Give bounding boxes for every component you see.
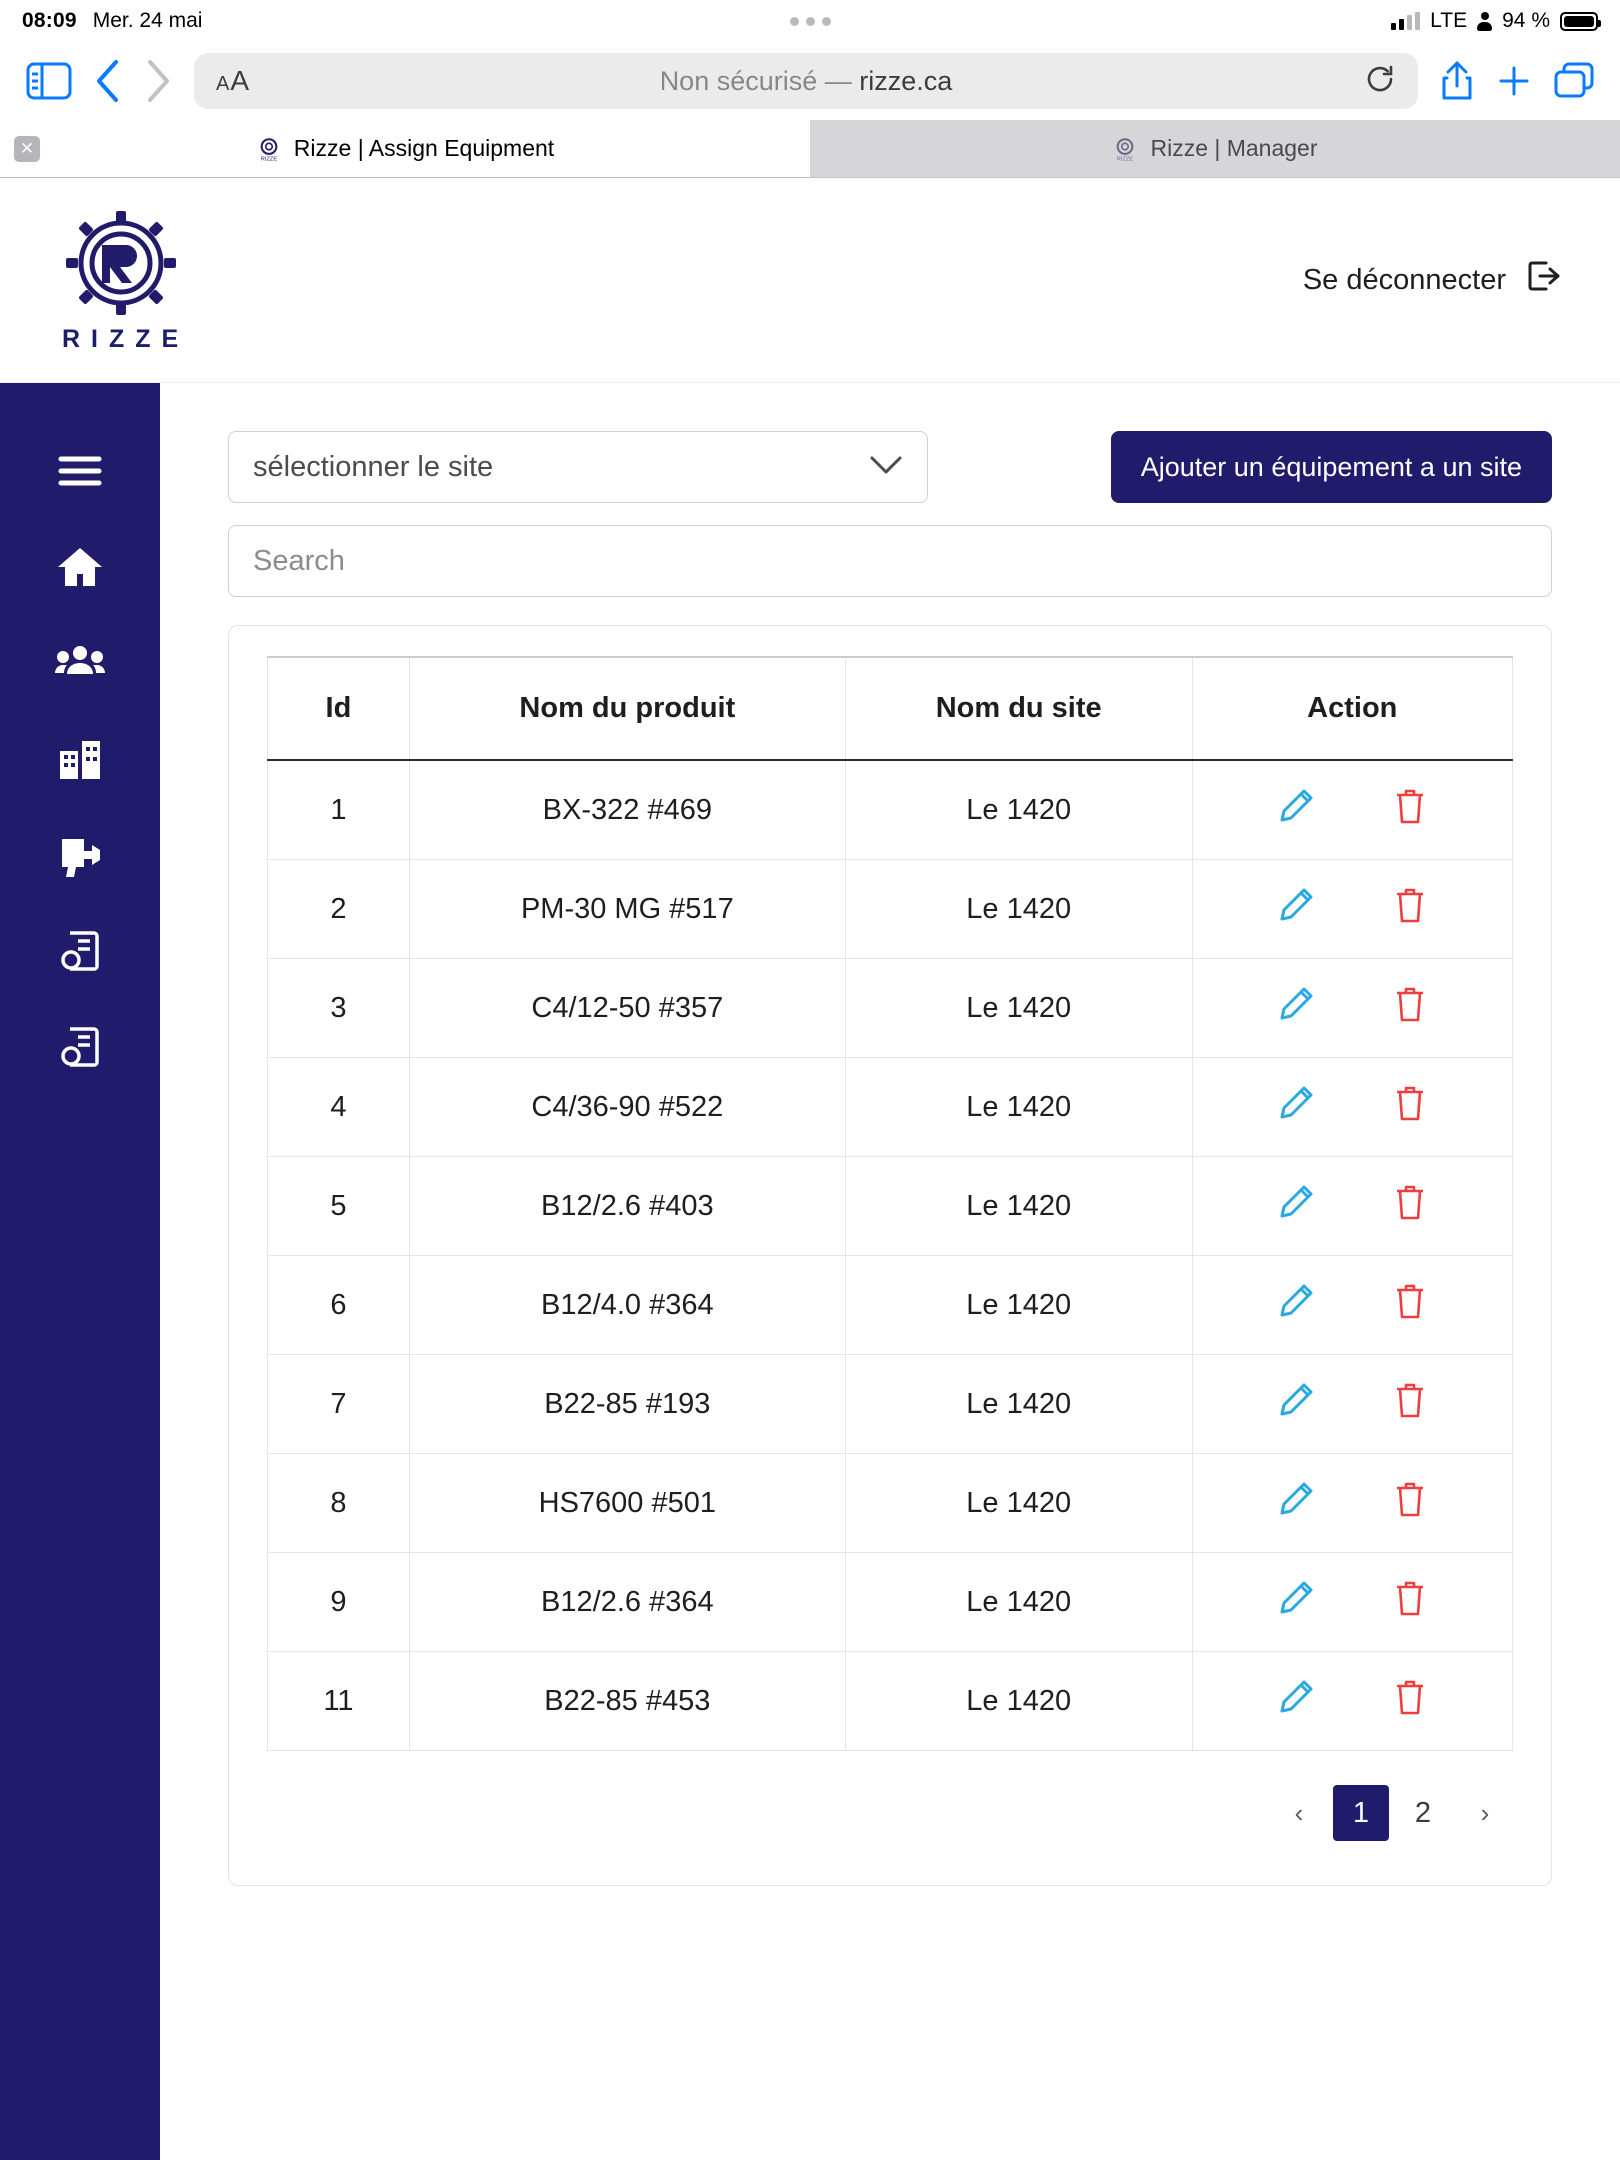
security-warning-label: Non sécurisé — (659, 65, 860, 96)
cell-id: 3 (268, 959, 410, 1058)
sites-icon[interactable] (54, 733, 106, 785)
pagination-page-1[interactable]: 1 (1333, 1785, 1389, 1841)
text-size-icon[interactable]: A A (216, 65, 250, 96)
table-row (268, 1454, 1513, 1553)
report-icon[interactable] (54, 925, 106, 977)
cell-id: 11 (268, 1652, 410, 1751)
table-row (268, 1652, 1513, 1751)
home-icon[interactable] (54, 541, 106, 593)
cell-site: Le 1420 (845, 860, 1192, 959)
cell-site: Le 1420 (845, 760, 1192, 860)
trash-icon[interactable] (1393, 1579, 1427, 1625)
equipment-table (267, 656, 1513, 1751)
cell-id: 8 (268, 1454, 410, 1553)
cell-product: B22-85 #193 (409, 1355, 845, 1454)
cell-action (1192, 860, 1512, 959)
cell-site: Le 1420 (845, 1652, 1192, 1751)
network-type-label: LTE (1430, 9, 1468, 32)
cell-action (1192, 1652, 1512, 1751)
table-row (268, 1157, 1513, 1256)
table-row (268, 1355, 1513, 1454)
browser-tab-bar (0, 120, 1620, 178)
cell-product: C4/12-50 #357 (409, 959, 845, 1058)
battery-icon (1560, 12, 1598, 31)
cell-site: Le 1420 (845, 1256, 1192, 1355)
cell-product: B22-85 #453 (409, 1652, 845, 1751)
logout-icon (1526, 259, 1562, 301)
trash-icon[interactable] (1393, 985, 1427, 1031)
cell-action (1192, 760, 1512, 860)
pencil-icon[interactable] (1277, 1183, 1315, 1229)
table-row (268, 1058, 1513, 1157)
svg-text:RIZZE: RIZZE (1117, 155, 1134, 162)
cell-action (1192, 1157, 1512, 1256)
column-header-site: Nom du site (845, 657, 1192, 760)
search-placeholder-label: Search (253, 544, 345, 577)
three-dots-icon (790, 17, 831, 26)
trash-icon[interactable] (1393, 886, 1427, 932)
logout-button[interactable] (1303, 259, 1562, 301)
browser-tab-assign-equipment[interactable] (0, 120, 810, 177)
cell-action (1192, 1454, 1512, 1553)
cell-action (1192, 1058, 1512, 1157)
site-select[interactable] (228, 431, 928, 503)
trash-icon[interactable] (1393, 1480, 1427, 1526)
trash-icon[interactable] (1393, 1084, 1427, 1130)
browser-toolbar (0, 42, 1620, 120)
close-icon[interactable]: ✕ (14, 136, 40, 162)
back-icon[interactable] (94, 58, 122, 104)
main-content (160, 383, 1620, 2160)
pencil-icon[interactable] (1277, 985, 1315, 1031)
status-right (1391, 9, 1598, 33)
page-header (0, 178, 1620, 383)
pencil-icon[interactable] (1277, 1579, 1315, 1625)
report-alt-icon[interactable] (54, 1021, 106, 1073)
users-icon[interactable] (54, 637, 106, 689)
cell-action (1192, 1256, 1512, 1355)
rizze-gear-logo-icon (62, 207, 180, 319)
cell-site: Le 1420 (845, 1157, 1192, 1256)
browser-tab-title: Rizze | Manager (1150, 135, 1318, 161)
forward-icon (144, 58, 172, 104)
search-input[interactable] (228, 525, 1552, 597)
logout-label: Se déconnecter (1302, 263, 1506, 296)
cell-id: 6 (268, 1256, 410, 1355)
site-select-value: sélectionner le site (253, 450, 494, 483)
pagination-prev[interactable]: ‹ (1294, 1797, 1304, 1828)
page-body (0, 383, 1620, 2160)
cell-action (1192, 1355, 1512, 1454)
brand-logo[interactable] (52, 207, 189, 354)
browser-tab-title: Rizze | Assign Equipment (293, 135, 555, 161)
trash-icon[interactable] (1393, 787, 1427, 833)
table-row (268, 860, 1513, 959)
cell-id: 1 (268, 760, 410, 860)
pagination (267, 1785, 1513, 1841)
person-icon (1477, 12, 1492, 31)
cell-id: 2 (268, 860, 410, 959)
pencil-icon[interactable] (1277, 787, 1315, 833)
trash-icon[interactable] (1393, 1678, 1427, 1724)
trash-icon[interactable] (1393, 1381, 1427, 1427)
cell-id: 9 (268, 1553, 410, 1652)
cell-id: 7 (268, 1355, 410, 1454)
tabs-overview-icon[interactable] (1554, 62, 1594, 100)
pencil-icon[interactable] (1277, 1381, 1315, 1427)
cell-product: B12/2.6 #364 (409, 1553, 845, 1652)
status-left (22, 9, 202, 33)
signal-bars-icon (1391, 12, 1420, 30)
cell-action (1192, 959, 1512, 1058)
table-row (268, 959, 1513, 1058)
pagination-next[interactable]: › (1480, 1797, 1490, 1828)
trash-icon[interactable] (1393, 1282, 1427, 1328)
table-row (268, 760, 1513, 860)
browser-tab-manager[interactable] (810, 120, 1620, 177)
cell-site: Le 1420 (845, 959, 1192, 1058)
cell-product: B12/4.0 #364 (409, 1256, 845, 1355)
url-domain-label: rizze.ca (859, 65, 953, 96)
pagination-page-2[interactable]: 2 (1414, 1796, 1432, 1829)
cell-action (1192, 1553, 1512, 1652)
rizze-favicon (256, 136, 282, 162)
pencil-icon[interactable] (1277, 1282, 1315, 1328)
reload-icon[interactable] (1364, 63, 1396, 100)
pencil-icon[interactable] (1277, 886, 1315, 932)
cell-site: Le 1420 (845, 1553, 1192, 1652)
share-icon[interactable] (1440, 60, 1474, 102)
pencil-icon[interactable] (1277, 1678, 1315, 1724)
status-date: Mer. 24 mai (92, 9, 203, 32)
brand-logo-text: RIZZE (62, 324, 190, 353)
cell-site: Le 1420 (845, 1454, 1192, 1553)
cell-id: 5 (268, 1157, 410, 1256)
cell-site: Le 1420 (845, 1058, 1192, 1157)
table-head (268, 657, 1513, 760)
status-center-dots (0, 0, 1620, 42)
address-bar-text (194, 66, 1418, 97)
battery-percent-label: 94 % (1502, 9, 1550, 32)
status-time: 08:09 (22, 9, 77, 32)
table-body (268, 760, 1513, 1751)
new-tab-icon[interactable] (1496, 63, 1532, 99)
cell-id: 4 (268, 1058, 410, 1157)
ios-status-bar (0, 0, 1620, 42)
sidebar-toggle-icon[interactable] (26, 62, 72, 100)
equipment-table-card (228, 625, 1552, 1886)
add-equipment-button[interactable]: Ajouter un équipement a un site (1111, 431, 1552, 503)
table-row (268, 1553, 1513, 1652)
column-header-id: Id (268, 657, 410, 760)
column-header-product: Nom du produit (409, 657, 845, 760)
menu-icon[interactable] (54, 445, 106, 497)
table-header-row (268, 657, 1513, 760)
rizze-favicon (1112, 136, 1138, 162)
app-sidebar (0, 383, 160, 2160)
column-header-action: Action (1192, 657, 1512, 760)
table-row (268, 1256, 1513, 1355)
cell-product: PM-30 MG #517 (409, 860, 845, 959)
cell-product: C4/36-90 #522 (409, 1058, 845, 1157)
cell-product: B12/2.6 #403 (409, 1157, 845, 1256)
tool-icon[interactable] (54, 829, 106, 881)
cell-site: Le 1420 (845, 1355, 1192, 1454)
svg-text:RIZZE: RIZZE (260, 155, 277, 162)
toolbar-row (228, 431, 1552, 503)
pencil-icon[interactable] (1277, 1084, 1315, 1130)
cell-product: BX-322 #469 (409, 760, 845, 860)
pencil-icon[interactable] (1277, 1480, 1315, 1526)
address-bar[interactable] (194, 53, 1418, 109)
cell-product: HS7600 #501 (409, 1454, 845, 1553)
chevron-down-icon (869, 451, 903, 484)
trash-icon[interactable] (1393, 1183, 1427, 1229)
